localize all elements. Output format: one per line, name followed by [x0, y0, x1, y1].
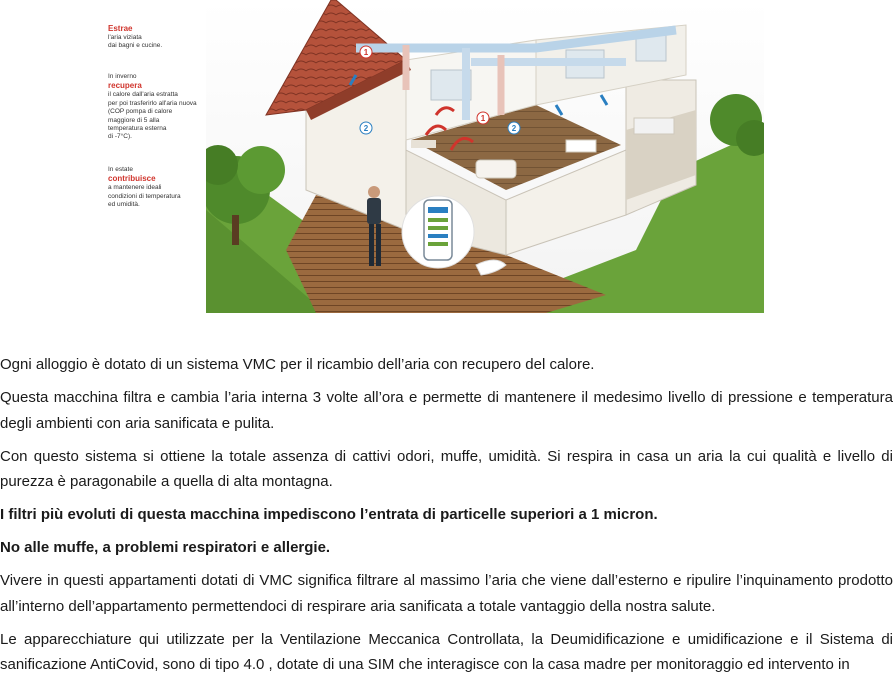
paragraph: Ogni alloggio è dotato di un sistema VMC per il ricambio dell’aria con recupero del calore.	[0, 356, 595, 373]
paragraph: Con questo sistema si ottiene la totale assenza di cattivi odori, muffe, umidità. Si respira in casa un aria la cui qualità e livello di purezza è paragonabile a quella di alta montagna.	[0, 447, 893, 490]
marker-2: 2	[511, 124, 517, 133]
table	[411, 140, 436, 148]
caption-extract	[108, 24, 208, 51]
marker-1b: 1	[480, 114, 486, 123]
sofa	[476, 160, 516, 178]
marker-2b: 2	[363, 124, 369, 133]
marker-1: 1	[363, 48, 369, 57]
caption-contribute-lead: In estate	[108, 166, 133, 173]
caption-recover-lead: In inverno	[108, 73, 137, 80]
caption-extract-title: Estrae	[108, 24, 133, 33]
paragraph-bold: I filtri più evoluti di questa macchina impediscono l’entrata di particelle superiori a 1 micron.	[0, 506, 658, 523]
caption-recover-body: il calore dall'aria estratta per poi trasferirlo all'aria nuova (COP pompa di calore maggiore di 5 alla temperatura esterna di -7°C).	[108, 91, 197, 141]
caption-contribute-title: contribuisce	[108, 174, 156, 184]
vmc-illustration	[0, 0, 893, 318]
caption-contribute-body: a mantenere ideali condizioni di temperatura ed umidità.	[108, 184, 181, 209]
caption-recover	[108, 73, 208, 142]
caption-extract-body: l'aria viziata dai bagni e cucine.	[108, 34, 163, 50]
paragraph: Vivere in questi appartamenti dotati di VMC significa filtrare al massimo l’aria che viene dall’esterno e ripulire l’inquinamento prodotto all’interno dell’appartamento permettendoci di respirare aria sanificata a totale vantaggio della nostra salute.	[0, 572, 893, 615]
paragraph-bold: No alle muffe, a problemi respiratori e allergie.	[0, 539, 331, 556]
bed	[634, 118, 674, 134]
paragraph: Le apparecchiature qui utilizzate per la Ventilazione Meccanica Controllata, la Deumidificazione e umidificazione e il Sistema di sanificazione AntiCovid, sono di tipo 4.0 , dotate di una SIM che interagisce con la casa madre per monitoraggio ed intervento in	[0, 630, 893, 673]
paragraph: Questa macchina filtra e cambia l’aria interna 3 volte all’ora e permette di mantenere il medesimo livello di pressione e temperatura degli ambienti con aria sanificata e pulita.	[0, 389, 893, 432]
caption-contribute	[108, 166, 208, 210]
article-body	[0, 352, 893, 678]
house-scene	[206, 0, 764, 313]
caption-recover-title: recupera	[108, 81, 142, 91]
smartphone-callout	[402, 196, 474, 268]
desk	[566, 140, 596, 152]
